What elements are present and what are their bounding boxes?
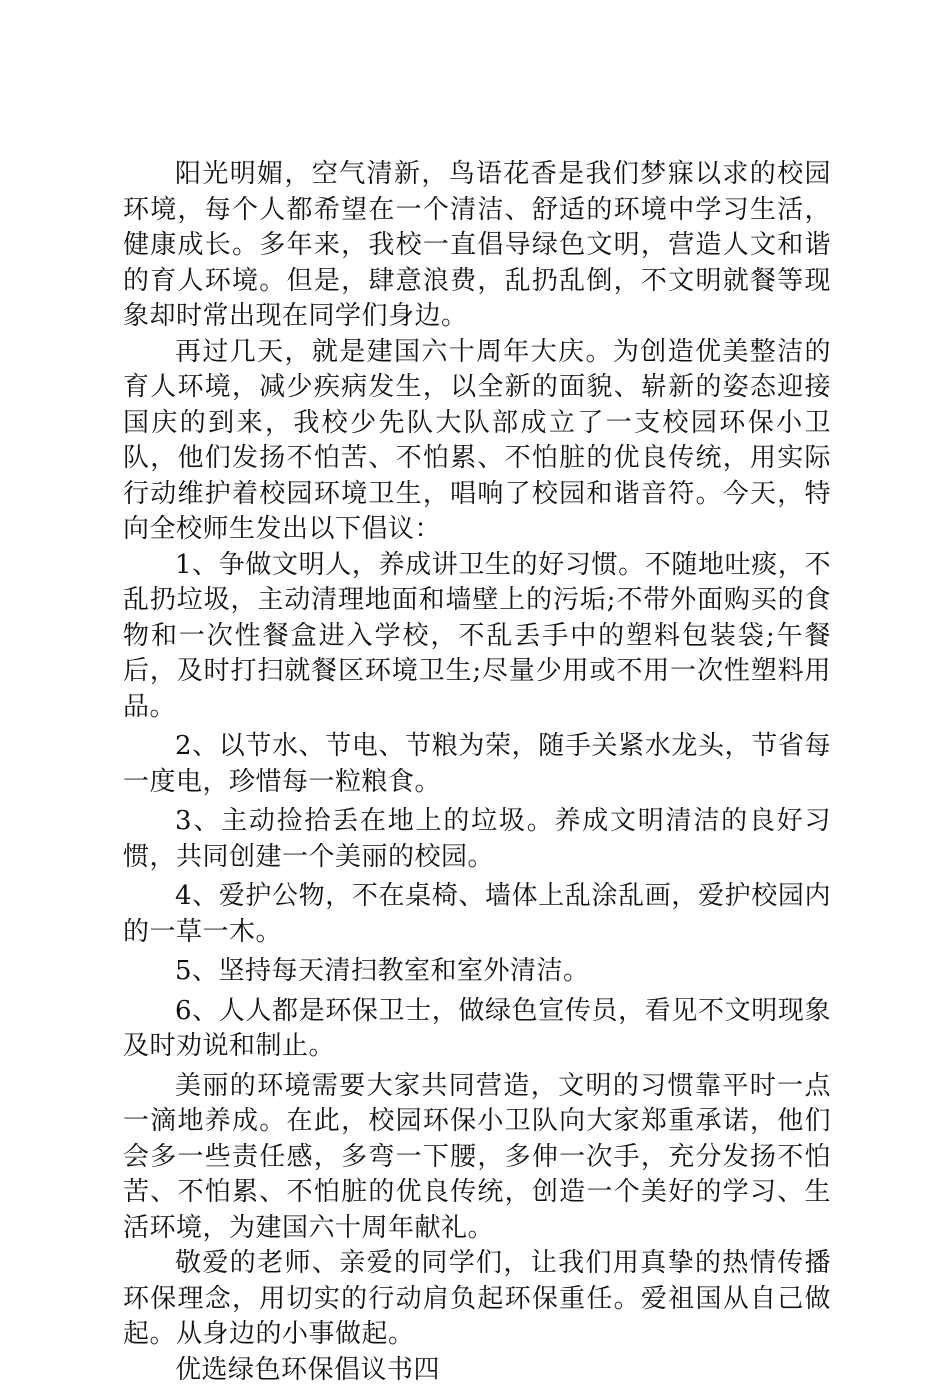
document-body (123, 157, 831, 1388)
paragraph-closing: 敬爱的老师、亲爱的同学们，让我们用真挚的热情传播环保理念，用切实的行动肩负起环保重任。爱祖国从自己做起。从身边的小事做起。 (123, 1246, 831, 1353)
paragraph-item-1: 1、争做文明人，养成讲卫生的好习惯。不随地吐痰，不乱扔垃圾，主动清理地面和墙壁上的污垢;不带外面购买的食物和一次性餐盒进入学校，不乱丢手中的塑料包装袋;午餐后，及时打扫就餐区环境卫生;尽量少用或不用一次性塑料用品。 (123, 548, 831, 726)
paragraph-item-5: 5、坚持每天清扫教室和室外清洁。 (123, 954, 831, 990)
paragraph-item-3: 3、主动捡拾丢在地上的垃圾。养成文明清洁的良好习惯，共同创建一个美丽的校园。 (123, 804, 831, 875)
paragraph-proposal-intro: 再过几天，就是建国六十周年大庆。为创造优美整洁的育人环境，减少疾病发生，以全新的面貌、崭新的姿态迎接国庆的到来，我校少先队大队部成立了一支校园环保小卫队，他们发扬不怕苦、不怕累、不怕脏的优良传统，用实际行动维护着校园环境卫生，唱响了校园和谐音符。今天，特向全校师生发出以下倡议： (123, 335, 831, 548)
paragraph-item-6: 6、人人都是环保卫士，做绿色宣传员，看见不文明现象及时劝说和制止。 (123, 994, 831, 1065)
paragraph-intro: 阳光明媚，空气清新，鸟语花香是我们梦寐以求的校园环境，每个人都希望在一个清洁、舒适的环境中学习生活，健康成长。多年来，我校一直倡导绿色文明，营造人文和谐的育人环境。但是，肆意浪费，乱扔乱倒，不文明就餐等现象却时常出现在同学们身边。 (123, 157, 831, 335)
paragraph-commitment: 美丽的环境需要大家共同营造，文明的习惯靠平时一点一滴地养成。在此，校园环保小卫队向大家郑重承诺，他们会多一些责任感，多弯一下腰，多伸一次手，充分发扬不怕苦、不怕累、不怕脏的优良传统，创造一个美好的学习、生活环境，为建国六十周年献礼。 (123, 1069, 831, 1247)
paragraph-item-2: 2、以节水、节电、节粮为荣，随手关紧水龙头，节省每一度电，珍惜每一粒粮食。 (123, 729, 831, 800)
section-heading: 优选绿色环保倡议书四 (123, 1353, 831, 1388)
paragraph-item-4: 4、爱护公物，不在桌椅、墙体上乱涂乱画，爱护校园内的一草一木。 (123, 879, 831, 950)
